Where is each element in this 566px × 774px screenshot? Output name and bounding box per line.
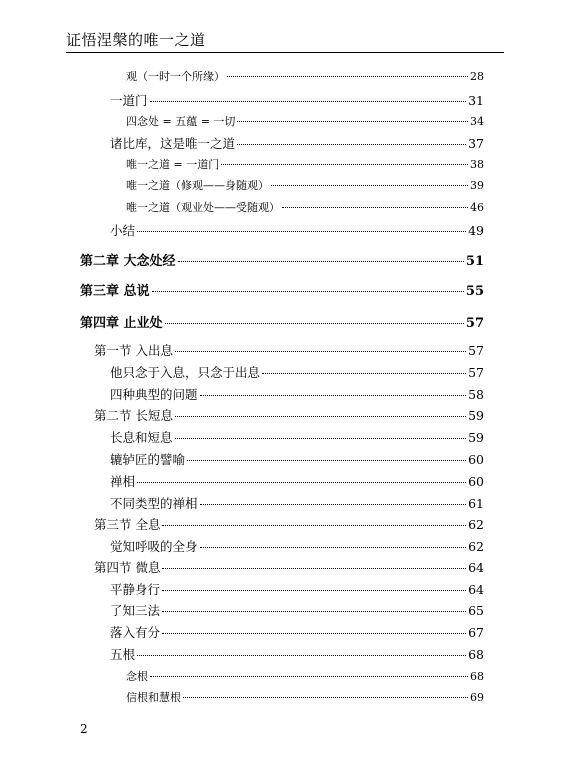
toc-entry[interactable]	[110, 428, 484, 446]
toc-entry[interactable]	[110, 580, 484, 598]
dot-leader	[162, 568, 466, 569]
toc-entry[interactable]	[110, 134, 484, 152]
toc-entry[interactable]	[110, 221, 484, 239]
dot-leader	[137, 231, 466, 232]
dot-leader	[262, 373, 466, 374]
toc-entry[interactable]	[126, 689, 484, 705]
toc-entry-title: 信根和慧根	[126, 691, 181, 704]
toc-entry-page: 58	[468, 387, 484, 402]
dot-leader	[221, 164, 468, 165]
toc-entry-page: 64	[468, 582, 484, 597]
toc-entry-title: 唯一之道（修观——身随观）	[126, 179, 269, 192]
toc-entry[interactable]	[110, 601, 484, 619]
toc-entry-title: 第四章 止业处	[80, 316, 163, 331]
toc-entry-page: 60	[468, 474, 484, 489]
dot-leader	[200, 547, 467, 548]
toc-entry-page: 49	[468, 223, 484, 238]
dot-leader	[282, 207, 468, 208]
dot-leader	[137, 482, 466, 483]
toc-entry[interactable]	[126, 199, 484, 215]
toc-entry-page: 62	[468, 539, 484, 554]
toc-entry-title: 一道门	[110, 93, 148, 108]
toc-entry-page: 60	[468, 452, 484, 467]
toc-entry-title: 四念处 = 五蕴 = 一切	[126, 115, 236, 128]
toc-entry[interactable]	[110, 645, 484, 663]
toc-entry-page: 61	[468, 496, 484, 511]
dot-leader	[200, 395, 467, 396]
toc-entry-page: 28	[470, 70, 484, 83]
dot-leader	[227, 76, 468, 77]
toc-entry-title: 观（一时一个所缘）	[126, 70, 225, 83]
toc-entry-title: 小结	[110, 223, 136, 238]
dot-leader	[175, 438, 467, 439]
toc-entry-page: 51	[465, 254, 484, 269]
toc-entry[interactable]	[110, 450, 484, 468]
dot-leader	[162, 590, 466, 591]
toc-entry-title: 不同类型的禅相	[110, 496, 198, 511]
toc-entry-page: 64	[468, 560, 484, 575]
toc-entry-title: 了知三法	[110, 603, 161, 618]
dot-leader	[271, 185, 468, 186]
toc-entry[interactable]	[94, 558, 484, 576]
toc-entry-page: 59	[468, 408, 484, 423]
toc-entry-page: 69	[470, 691, 484, 704]
toc-entry-page: 57	[468, 365, 484, 380]
toc-entry[interactable]	[126, 68, 484, 84]
toc-entry[interactable]	[110, 623, 484, 641]
toc-entry-page: 55	[465, 284, 484, 299]
dot-leader	[165, 323, 464, 324]
toc-entry-page: 62	[468, 517, 484, 532]
toc-entry-page: 57	[468, 343, 484, 358]
dot-leader	[187, 460, 466, 461]
toc-entry-title: 诸比库，这是唯一之道	[110, 136, 236, 151]
dot-leader	[137, 655, 466, 656]
toc-entry-title: 辘轳匠的譬喻	[110, 452, 186, 467]
toc-entry-title: 唯一之道（观业处——受随观）	[126, 201, 280, 214]
toc-entry[interactable]	[94, 406, 484, 424]
toc-entry-title: 第二节 长短息	[94, 408, 173, 423]
toc-entry[interactable]	[80, 312, 484, 331]
toc-entry-title: 五根	[110, 647, 136, 662]
dot-leader	[150, 676, 468, 677]
toc-entry-title: 第三章 总说	[80, 284, 150, 299]
toc-entry-page: 65	[468, 603, 484, 618]
toc-entry-page: 68	[468, 647, 484, 662]
toc-entry-page: 31	[468, 93, 484, 108]
toc-entry-page: 39	[470, 179, 484, 192]
toc-entry-title: 第四节 微息	[94, 560, 161, 575]
dot-leader	[178, 261, 464, 262]
toc-entry-title: 他只念于入息，只念于出息	[110, 365, 261, 380]
dot-leader	[200, 504, 467, 505]
toc-entry[interactable]	[126, 177, 484, 193]
toc-entry-page: 34	[470, 115, 484, 128]
dot-leader	[237, 144, 466, 145]
toc-entry-title: 落入有分	[110, 625, 161, 640]
toc-entry[interactable]	[126, 156, 484, 172]
toc-entry-title: 唯一之道 = 一道门	[126, 158, 220, 171]
toc-entry-title: 四种典型的问题	[110, 387, 198, 402]
toc-entry[interactable]	[110, 385, 484, 403]
toc-entry-page: 37	[468, 136, 484, 151]
toc-entry-title: 觉知呼吸的全身	[110, 539, 198, 554]
toc-entry[interactable]	[80, 250, 484, 269]
dot-leader	[162, 525, 466, 526]
toc-entry[interactable]	[126, 113, 484, 129]
toc-entry[interactable]	[110, 494, 484, 512]
dot-leader	[175, 351, 466, 352]
page-number: 2	[80, 722, 88, 736]
toc-entry-page: 46	[470, 201, 484, 214]
toc-entry-title: 长息和短息	[110, 430, 173, 445]
toc-entry-title: 念根	[126, 670, 148, 683]
toc-entry[interactable]	[126, 668, 484, 684]
toc-entry[interactable]	[110, 472, 484, 490]
toc-entry[interactable]	[80, 280, 484, 299]
dot-leader	[183, 697, 468, 698]
toc-entry[interactable]	[94, 515, 484, 533]
toc-entry[interactable]	[110, 537, 484, 555]
dot-leader	[237, 121, 468, 122]
toc-entry-page: 59	[468, 430, 484, 445]
toc-entry-title: 第一节 入出息	[94, 343, 173, 358]
dot-leader	[152, 291, 464, 292]
dot-leader	[162, 611, 466, 612]
toc-entry[interactable]	[110, 363, 484, 381]
dot-leader	[150, 101, 467, 102]
toc-entry-title: 第二章 大念处经	[80, 254, 176, 269]
toc-entry[interactable]	[94, 341, 484, 359]
toc-entry-title: 平静身行	[110, 582, 161, 597]
toc-entry[interactable]	[110, 91, 484, 109]
toc-entry-page: 38	[470, 158, 484, 171]
toc-entry-title: 第三节 全息	[94, 517, 161, 532]
toc-entry-title: 禅相	[110, 474, 136, 489]
toc-entry-page: 57	[465, 316, 484, 331]
dot-leader	[162, 633, 466, 634]
toc-entry-page: 67	[468, 625, 484, 640]
running-header: 证悟涅槃的唯一之道	[66, 31, 206, 49]
dot-leader	[175, 416, 466, 417]
toc-entry-page: 68	[470, 670, 484, 683]
